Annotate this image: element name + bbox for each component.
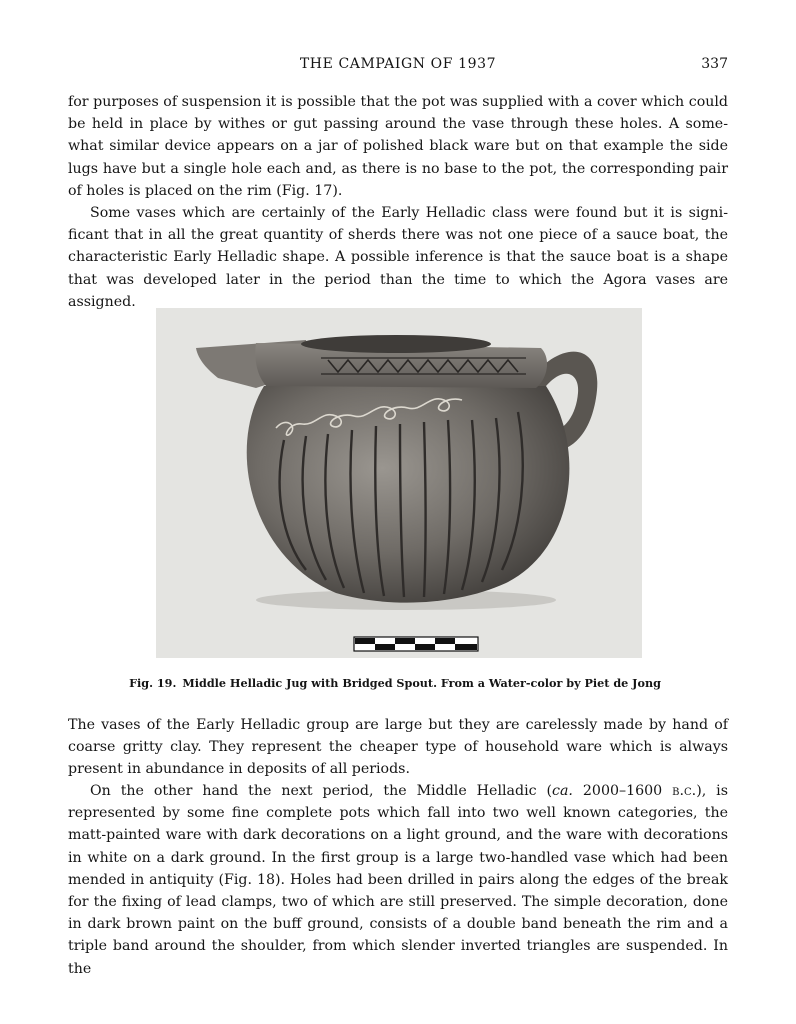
paragraph-4 (68, 780, 728, 980)
p4-text-end: ), is represented by some fine complete pots which fall into two well known categories, the matt-painted ware with dark decorations on a light ground, and the ware with decorations in white on a dark ground. In the first group is a large two-handled vase which had been mended in antiquity (Fig. 18). Holes had been drilled in pairs along the edges of the break for the fixing of lead clamps, two of which are still preserved. The simple decoration, done in dark brown paint on the buff ground, consists of a double band beneath the rim and a triple band around the shoulder, from which slender inverted triangles are suspended. In the (68, 783, 728, 977)
paragraph-3: The vases of the Early Helladic group are large but they are carelessly made by hand of coarse gritty clay. They represent the cheaper type of household ware which is always present in abundance in deposits of all periods. (68, 717, 728, 778)
p4-text-start: On the other hand the next period, the Middle Helladic ( (90, 783, 553, 799)
caption-text: Middle Helladic Jug with Bridged Spout. From a Water-color by Piet de Jong (182, 676, 661, 690)
p4-circa: ca. (552, 783, 573, 799)
scale-bar (354, 637, 478, 651)
jug-illustration (156, 308, 642, 658)
figure-caption (68, 676, 728, 690)
p4-dates: 2000–1600 (572, 783, 673, 799)
figure-photo (156, 308, 642, 658)
page-number: 337 (701, 56, 728, 72)
paragraph-1: for purposes of suspension it is possible that the pot was supplied with a cover which could be held in place by withes or gut passing around the vase through these holes. A some-what similar device appears on a jar of polished black ware but on that example the side lugs have but a single hole each and, as there is no base to the pot, the corresponding pair of holes is placed on the rim (Fig. 17). (68, 94, 728, 199)
running-head: THE CAMPAIGN OF 1937 (299, 56, 497, 72)
caption-label: Fig. 19. (129, 676, 177, 690)
mouth (301, 335, 491, 353)
page-header (68, 56, 728, 78)
paragraph-2: Some vases which are certainly of the Early Helladic class were found but it is signi-ficant that in all the great quantity of sherds there was not one piece of a sauce boat, the characteristic Early Helladic shape. A possible inference is that the sauce boat is a shape that was developed later in the period than the time to which the Agora vases are assigned. (68, 205, 728, 310)
p4-bc: b.c. (672, 783, 697, 799)
